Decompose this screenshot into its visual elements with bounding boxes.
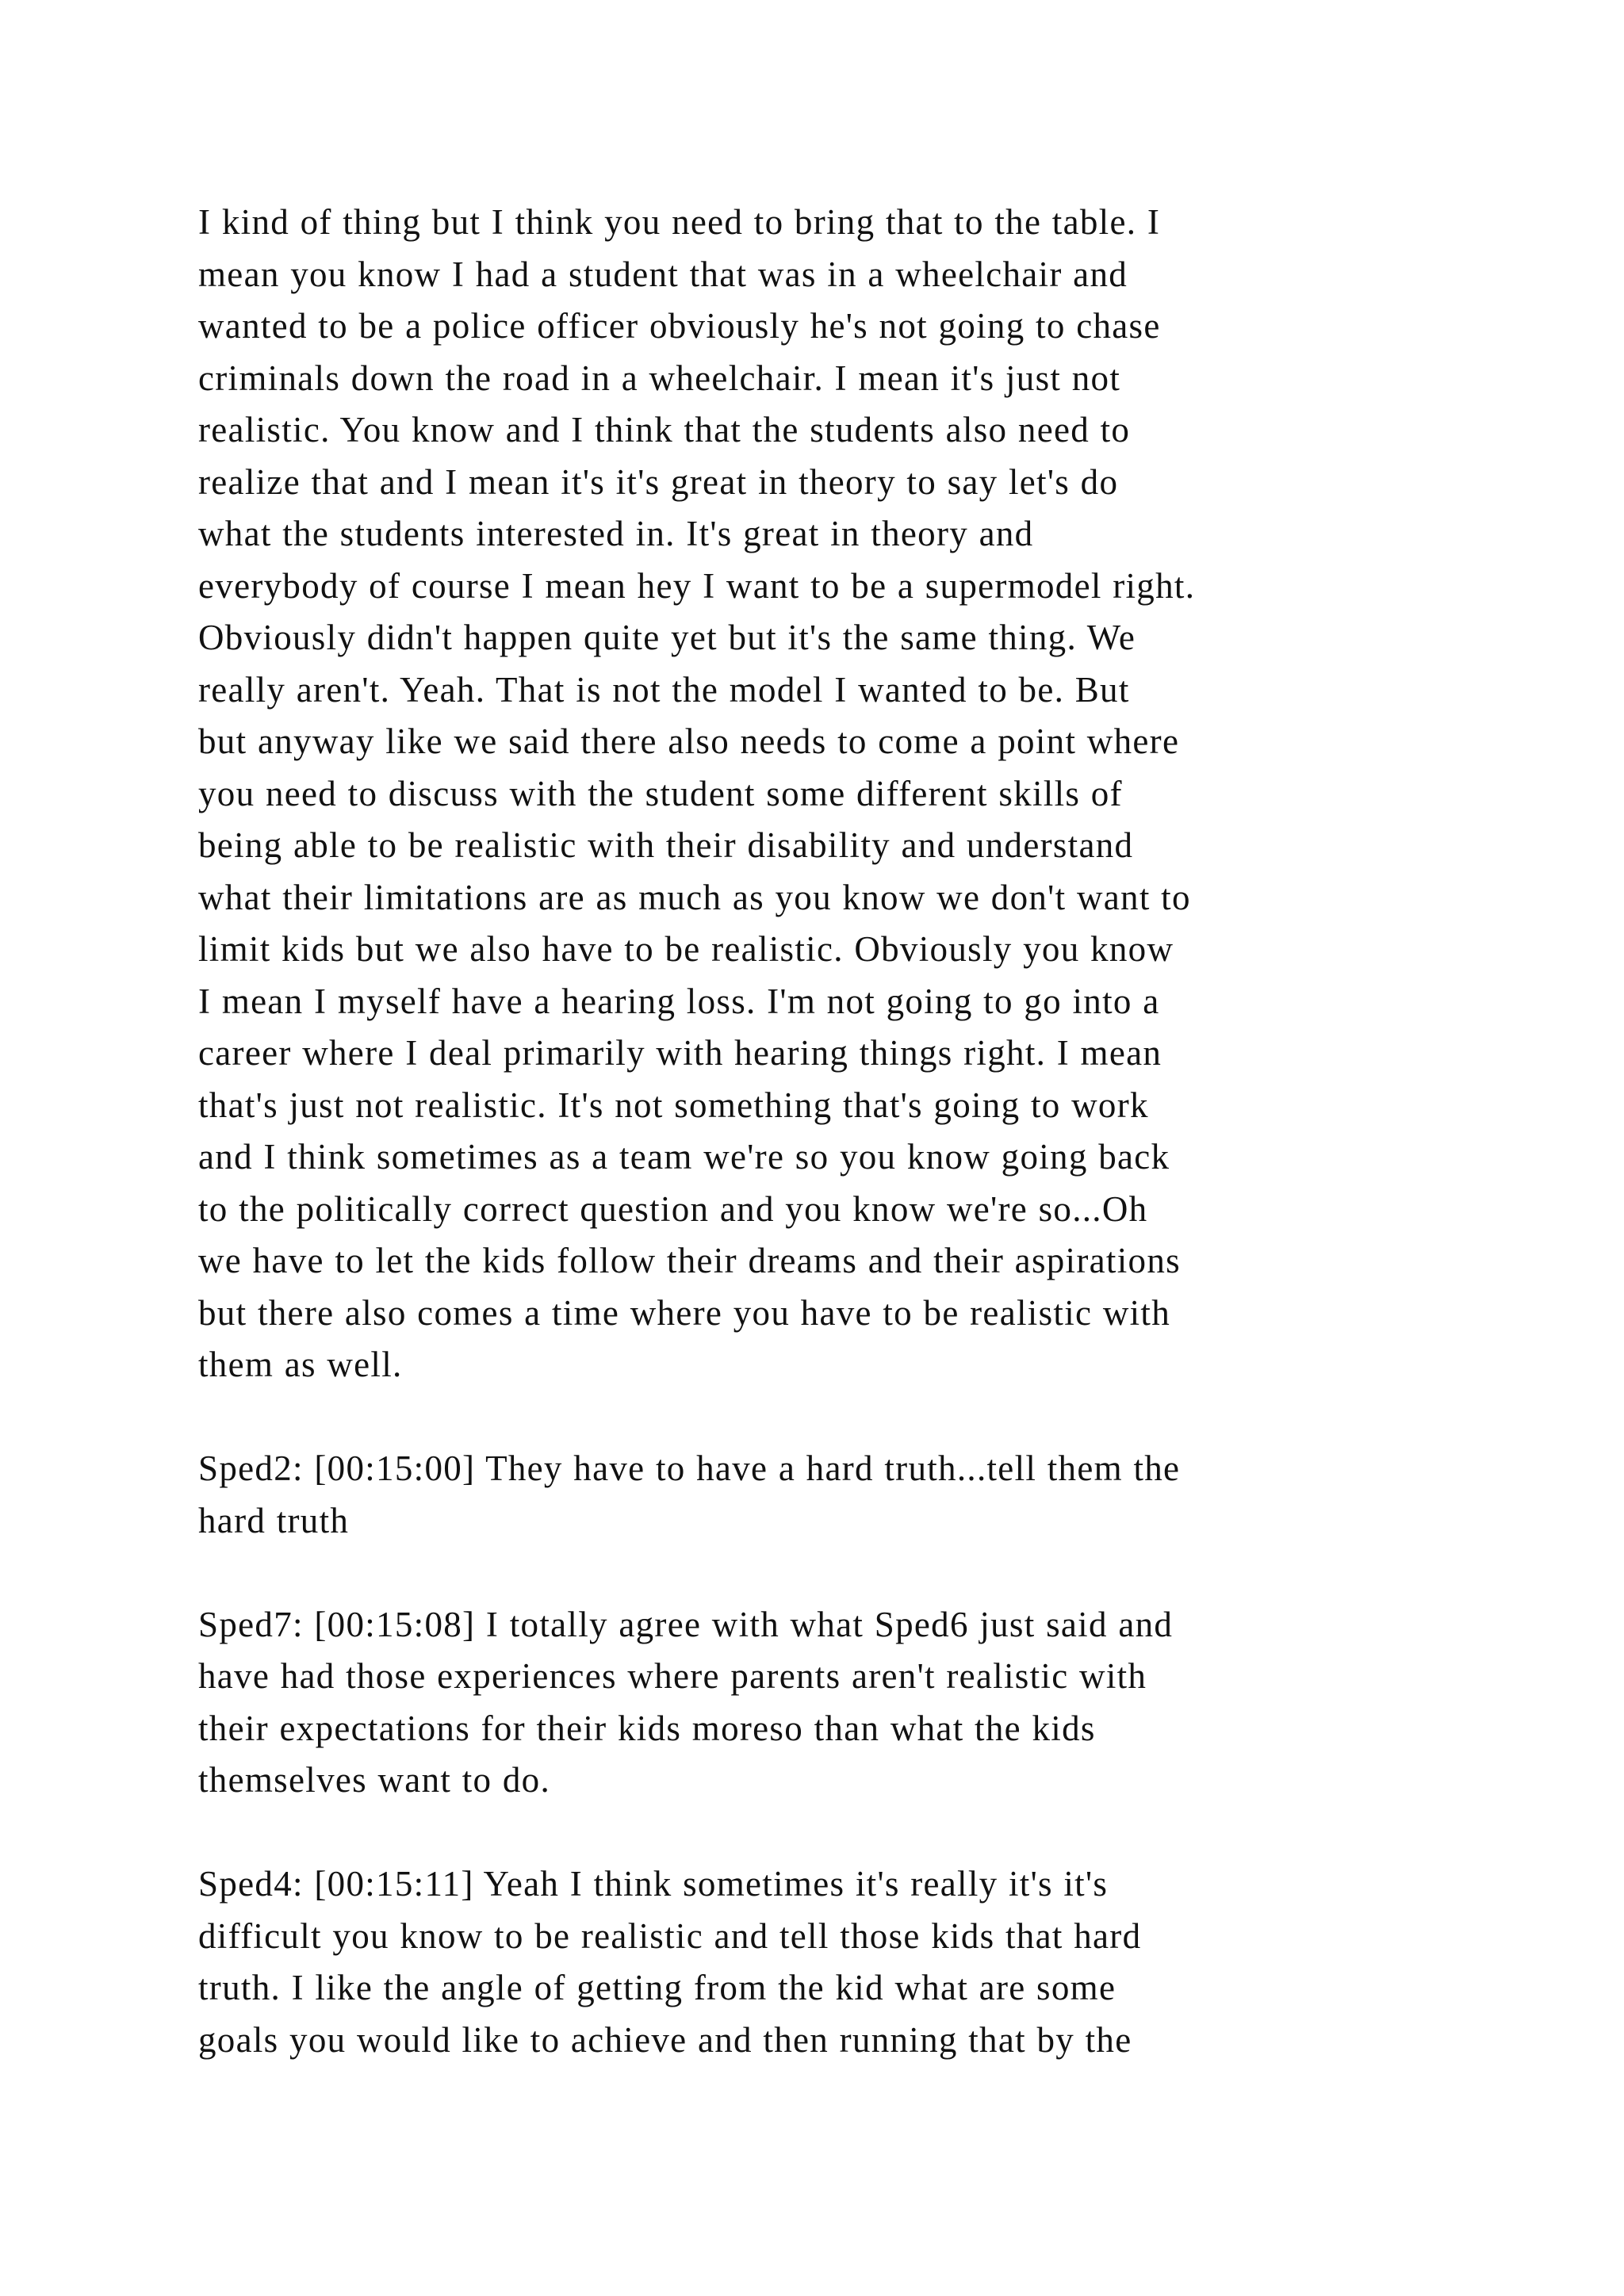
text-line: wanted to be a police officer obviously he's not going to chase [198, 306, 1161, 346]
text-line: Obviously didn't happen quite yet but it's the same thing. We [198, 618, 1136, 657]
text-line: but anyway like we said there also needs to come a point where [198, 721, 1180, 761]
text-line: have had those experiences where parents aren't realistic with [198, 1656, 1147, 1696]
text-line: you need to discuss with the student some different skills of [198, 773, 1123, 813]
text-line: really aren't. Yeah. That is not the model I wanted to be. But [198, 669, 1130, 710]
text-line: difficult you know to be realistic and tell those kids that hard [198, 1915, 1142, 1956]
text-line: realize that and I mean it's it's great in theory to say let's do [198, 461, 1119, 502]
text-line: mean you know I had a student that was in a wheelchair and [198, 254, 1128, 294]
text-line: limit kids but we also have to be realistic. Obviously you know [198, 929, 1174, 969]
transcript-paragraph-3 [198, 1599, 1467, 1807]
text-line: what the students interested in. It's great in theory and [198, 514, 1034, 553]
text-line: being able to be realistic with their disability and understand [198, 825, 1134, 865]
text-line: criminals down the road in a wheelchair. I mean it's just not [198, 358, 1121, 398]
transcript-body [198, 197, 1467, 2066]
text-line: career where I deal primarily with hearing things right. I mean [198, 1033, 1162, 1073]
text-line: realistic. You know and I think that the students also need to [198, 410, 1131, 450]
text-line: truth. I like the angle of getting from the kid what are some [198, 1968, 1116, 2007]
text-line: them as well. [198, 1345, 403, 1384]
paragraph-spacer [198, 1391, 1467, 1444]
text-line: Sped2: [00:15:00] They have to have a hard truth...tell them the [198, 1448, 1181, 1488]
text-line: that's just not realistic. It's not something that's going to work [198, 1085, 1149, 1125]
text-line: I mean I myself have a hearing loss. I'm not going to go into a [198, 981, 1160, 1021]
text-line: Sped4: [00:15:11] Yeah I think sometimes it's really it's it's [198, 1864, 1109, 1904]
text-line: goals you would like to achieve and then running that by the [198, 2019, 1132, 2060]
text-line: hard truth [198, 1500, 350, 1540]
text-line: and I think sometimes as a team we're so you know going back [198, 1137, 1170, 1177]
paragraph-spacer [198, 1807, 1467, 1859]
text-line: everybody of course I mean hey I want to be a supermodel right. [198, 565, 1196, 606]
text-line: Sped7: [00:15:08] I totally agree with what Sped6 just said and [198, 1604, 1174, 1644]
transcript-paragraph-2 [198, 1443, 1467, 1547]
paragraph-spacer [198, 1547, 1467, 1599]
text-line: their expectations for their kids moreso than what the kids [198, 1708, 1096, 1748]
text-line: what their limitations are as much as you know we don't want to [198, 877, 1191, 917]
transcript-paragraph-4 [198, 1858, 1467, 2066]
text-line: we have to let the kids follow their dreams and their aspirations [198, 1241, 1181, 1280]
text-line: I kind of thing but I think you need to bring that to the table. I [198, 202, 1161, 242]
text-line: themselves want to do. [198, 1760, 551, 1800]
transcript-paragraph-1 [198, 197, 1467, 1391]
text-line: to the politically correct question and you know we're so...Oh [198, 1188, 1148, 1229]
text-line: but there also comes a time where you have to be realistic with [198, 1292, 1171, 1333]
